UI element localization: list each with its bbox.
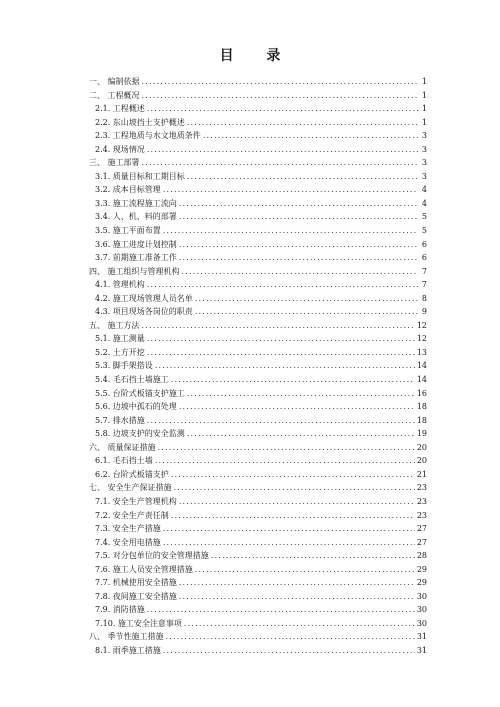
toc-entry-label: 五、 施工方法 xyxy=(89,320,140,330)
toc-entry-page-number: 3 xyxy=(421,158,427,168)
toc-entry-label: 2.2. 东山坡挡土支护概述 xyxy=(95,117,185,127)
toc-dot-leader xyxy=(147,603,415,617)
toc-dot-leader xyxy=(171,373,415,387)
toc-entry[interactable] xyxy=(89,332,427,346)
toc-entry-page-number: 1 xyxy=(421,104,427,114)
toc-entry-label: 6.1. 毛石挡土墙 xyxy=(95,456,153,466)
toc-entry-label: 七、 安全生产保证措施 xyxy=(89,483,172,493)
toc-entry-label: 7.5. 对分包单位的安全管理措施 xyxy=(95,551,209,561)
toc-entry[interactable] xyxy=(89,183,427,197)
toc-entry-page-number: 13 xyxy=(416,347,427,357)
toc-entry[interactable] xyxy=(89,197,427,211)
toc-entry-label: 5.6. 边坡中孤石的处理 xyxy=(95,402,177,412)
toc-entry-label: 二、 工程概况 xyxy=(89,90,140,100)
toc-entry-page-number: 30 xyxy=(416,618,427,628)
toc-entry-page-number: 23 xyxy=(416,496,427,506)
toc-entry[interactable] xyxy=(89,265,427,279)
toc-entry[interactable] xyxy=(89,495,427,509)
toc-dot-leader xyxy=(163,522,415,536)
toc-dot-leader xyxy=(158,441,415,455)
toc-entry[interactable] xyxy=(89,305,427,319)
toc-dot-leader xyxy=(171,509,415,523)
toc-entry[interactable] xyxy=(89,549,427,563)
toc-entry[interactable] xyxy=(89,143,427,157)
toc-dot-leader xyxy=(179,238,418,252)
toc-entry-label: 3.6. 施工进度计划控制 xyxy=(95,239,177,249)
toc-entry[interactable] xyxy=(89,156,427,170)
toc-entry[interactable] xyxy=(89,129,427,143)
toc-entry[interactable] xyxy=(89,481,427,495)
toc-entry[interactable] xyxy=(89,563,427,577)
toc-dot-leader xyxy=(171,468,415,482)
toc-entry-label: 5.1. 施工测量 xyxy=(95,334,145,344)
toc-entry[interactable] xyxy=(89,468,427,482)
toc-dot-leader xyxy=(179,576,415,590)
toc-entry-page-number: 3 xyxy=(421,171,427,181)
toc-dot-leader xyxy=(179,197,418,211)
toc-dot-leader xyxy=(147,332,415,346)
toc-entry[interactable] xyxy=(89,387,427,401)
toc-entry-label: 5.5. 台阶式板锚支护施工 xyxy=(95,388,185,398)
toc-entry[interactable] xyxy=(89,278,427,292)
toc-entry-page-number: 31 xyxy=(416,632,427,642)
toc-entry-label: 2.3. 工程地质与水文地质条件 xyxy=(95,131,201,141)
toc-dot-leader xyxy=(187,427,415,441)
toc-entry-page-number: 23 xyxy=(416,510,427,520)
toc-entry[interactable] xyxy=(89,102,427,116)
toc-entry-page-number: 7 xyxy=(421,266,427,276)
toc-entry-label: 3.2. 成本目标管理 xyxy=(95,185,161,195)
toc-entry[interactable] xyxy=(89,536,427,550)
toc-dot-leader xyxy=(184,617,415,631)
toc-dot-leader xyxy=(147,102,418,116)
toc-entry-page-number: 12 xyxy=(416,334,427,344)
toc-entry-label: 5.8. 边坡支护的安全监测 xyxy=(95,429,185,439)
toc-entry-label: 3.1. 质量目标和工期目标 xyxy=(95,171,185,181)
toc-dot-leader xyxy=(163,644,415,658)
toc-entry[interactable] xyxy=(89,373,427,387)
toc-entry-page-number: 3 xyxy=(421,131,427,141)
toc-entry-label: 3.3. 施工流程施工流向 xyxy=(95,198,177,208)
toc-entry-page-number: 1 xyxy=(421,90,427,100)
toc-entry-page-number: 18 xyxy=(416,402,427,412)
toc-entry-label: 六、 质量保证措施 xyxy=(89,442,156,452)
toc-entry-label: 四、 施工组织与管理机构 xyxy=(89,266,180,276)
toc-entry-label: 3.7. 前期施工准备工作 xyxy=(95,253,177,263)
toc-entry-label: 7.1. 安全生产管理机构 xyxy=(95,496,177,506)
toc-title: 目 录 xyxy=(219,48,295,64)
toc-entry-label: 5.4. 毛石挡土墙施工 xyxy=(95,375,169,385)
toc-entry-page-number: 4 xyxy=(421,185,427,195)
toc-dot-leader xyxy=(142,156,418,170)
toc-entry-label: 7.6. 施工人员安全管理措施 xyxy=(95,564,193,574)
toc-dot-leader xyxy=(142,319,415,333)
toc-entry-page-number: 5 xyxy=(421,226,427,236)
toc-entry-page-number: 3 xyxy=(421,144,427,154)
toc-entry-label: 5.3. 脚手架搭设 xyxy=(95,361,153,371)
toc-dot-leader xyxy=(195,563,415,577)
toc-dot-leader xyxy=(163,224,418,238)
toc-entry-page-number: 9 xyxy=(421,307,427,317)
toc-list xyxy=(89,75,427,658)
toc-entry-page-number: 16 xyxy=(416,388,427,398)
toc-dot-leader xyxy=(179,590,415,604)
toc-entry-label: 7.7. 机械使用安全措施 xyxy=(95,578,177,588)
toc-dot-leader xyxy=(182,265,418,279)
toc-dot-leader xyxy=(166,630,415,644)
toc-entry-label: 3.4. 人、机、料的部署 xyxy=(95,212,177,222)
toc-entry-page-number: 8 xyxy=(421,293,427,303)
toc-dot-leader xyxy=(147,143,418,157)
toc-entry-label: 7.3. 安全生产措施 xyxy=(95,524,161,534)
toc-entry-page-number: 27 xyxy=(416,524,427,534)
toc-entry-label: 5.2. 土方开挖 xyxy=(95,347,145,357)
toc-dot-leader xyxy=(163,183,418,197)
toc-dot-leader xyxy=(179,251,418,265)
toc-entry-label: 2.4. 现场情况 xyxy=(95,144,145,154)
toc-entry[interactable] xyxy=(89,454,427,468)
toc-entry-page-number: 30 xyxy=(416,605,427,615)
toc-entry-page-number: 29 xyxy=(416,578,427,588)
toc-entry-page-number: 21 xyxy=(416,469,427,479)
toc-entry-label: 一、 编制依据 xyxy=(89,77,140,86)
toc-entry[interactable] xyxy=(89,75,427,89)
toc-entry-label: 8.1. 雨季施工措施 xyxy=(95,645,161,655)
toc-entry-page-number: 7 xyxy=(421,280,427,290)
toc-entry-page-number: 29 xyxy=(416,564,427,574)
toc-entry-label: 6.2. 台阶式板锚支护 xyxy=(95,469,169,479)
toc-dot-leader xyxy=(155,359,415,373)
toc-entry[interactable] xyxy=(89,576,427,590)
toc-entry[interactable] xyxy=(89,427,427,441)
toc-entry[interactable] xyxy=(89,210,427,224)
toc-entry-page-number: 28 xyxy=(416,551,427,561)
toc-dot-leader xyxy=(195,305,418,319)
toc-entry-page-number: 14 xyxy=(416,361,427,371)
toc-dot-leader xyxy=(147,278,418,292)
toc-entry-label: 4.1. 管理机构 xyxy=(95,280,145,290)
toc-dot-leader xyxy=(174,481,415,495)
toc-entry-label: 7.10. 施工安全注意事项 xyxy=(95,618,182,628)
toc-entry[interactable] xyxy=(89,590,427,604)
toc-entry[interactable] xyxy=(89,359,427,373)
toc-entry-page-number: 6 xyxy=(421,253,427,263)
toc-entry[interactable] xyxy=(89,319,427,333)
toc-entry-label: 7.8. 夜间施工安全措施 xyxy=(95,591,177,601)
toc-dot-leader xyxy=(155,454,415,468)
toc-dot-leader xyxy=(147,414,415,428)
toc-entry-page-number: 14 xyxy=(416,375,427,385)
toc-dot-leader xyxy=(187,387,415,401)
toc-entry-label: 7.9. 消防措施 xyxy=(95,605,145,615)
toc-entry[interactable] xyxy=(89,400,427,414)
toc-entry-page-number: 27 xyxy=(416,537,427,547)
toc-entry[interactable] xyxy=(89,224,427,238)
toc-entry[interactable] xyxy=(89,509,427,523)
toc-entry-page-number: 30 xyxy=(416,591,427,601)
toc-entry-label: 4.2. 施工现场管理人员名单 xyxy=(95,293,193,303)
toc-entry-page-number: 31 xyxy=(416,645,427,655)
toc-entry-label: 2.1. 工程概述 xyxy=(95,104,145,114)
toc-entry[interactable] xyxy=(89,617,427,631)
toc-entry-label: 三、 施工部署 xyxy=(89,158,140,168)
toc-entry-page-number: 4 xyxy=(421,198,427,208)
toc-entry-page-number: 23 xyxy=(416,483,427,493)
toc-dot-leader xyxy=(211,549,415,563)
toc-entry-label: 7.4. 安全用电措施 xyxy=(95,537,161,547)
toc-entry-page-number: 5 xyxy=(421,212,427,222)
toc-entry-page-number: 12 xyxy=(416,320,427,330)
toc-dot-leader xyxy=(179,210,418,224)
toc-entry[interactable] xyxy=(89,630,427,644)
toc-entry[interactable] xyxy=(89,346,427,360)
toc-entry-page-number: 20 xyxy=(416,442,427,452)
toc-entry[interactable] xyxy=(89,603,427,617)
toc-dot-leader xyxy=(147,346,415,360)
toc-dot-leader xyxy=(142,75,418,89)
toc-dot-leader xyxy=(203,129,418,143)
toc-entry-page-number: 1 xyxy=(421,117,427,127)
toc-entry[interactable] xyxy=(89,170,427,184)
toc-entry-page-number: 18 xyxy=(416,415,427,425)
toc-entry-label: 7.2. 安全生产责任制 xyxy=(95,510,169,520)
toc-entry-label: 八、 季节性施工措施 xyxy=(89,632,164,642)
toc-entry[interactable] xyxy=(89,238,427,252)
toc-entry[interactable] xyxy=(89,292,427,306)
toc-dot-leader xyxy=(187,116,418,130)
toc-entry[interactable] xyxy=(89,522,427,536)
toc-entry-label: 3.5. 施工平面布置 xyxy=(95,226,161,236)
toc-entry[interactable] xyxy=(89,251,427,265)
toc-entry[interactable] xyxy=(89,89,427,103)
toc-entry-label: 4.3. 项目现场各岗位的职责 xyxy=(95,307,193,317)
toc-dot-leader xyxy=(187,170,418,184)
toc-entry[interactable] xyxy=(89,441,427,455)
toc-entry-page-number: 1 xyxy=(421,77,427,86)
toc-entry[interactable] xyxy=(89,116,427,130)
toc-dot-leader xyxy=(195,292,418,306)
toc-entry-page-number: 19 xyxy=(416,429,427,439)
toc-dot-leader xyxy=(163,536,415,550)
toc-entry-label: 5.7. 排水措施 xyxy=(95,415,145,425)
toc-dot-leader xyxy=(179,495,415,509)
toc-entry[interactable] xyxy=(89,414,427,428)
toc-entry-page-number: 20 xyxy=(416,456,427,466)
toc-dot-leader xyxy=(179,400,415,414)
toc-dot-leader xyxy=(142,89,418,103)
toc-entry[interactable] xyxy=(89,644,427,658)
toc-entry-page-number: 6 xyxy=(421,239,427,249)
